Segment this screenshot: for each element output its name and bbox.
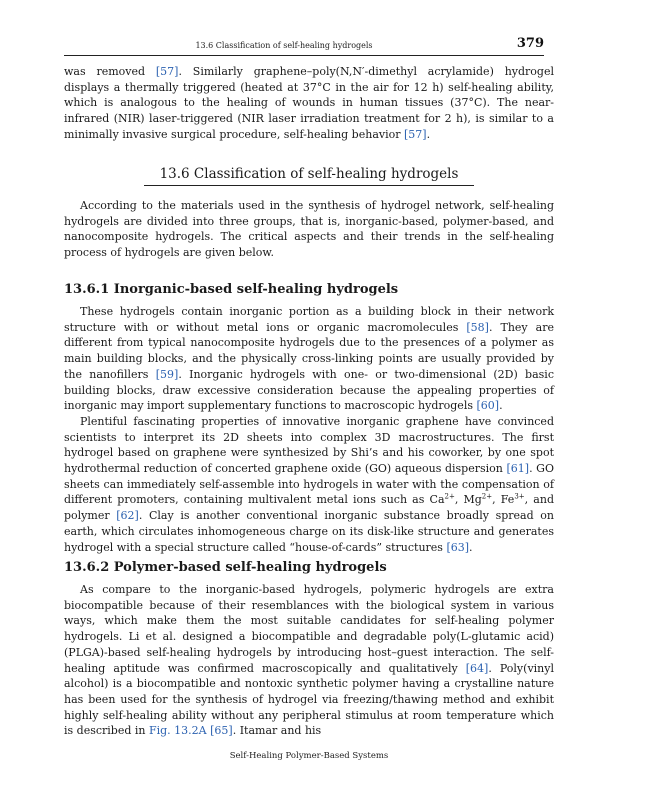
subsection-title-inorganic: 13.6.1 Inorganic-based self-healing hydrogels (64, 282, 399, 297)
citation-link[interactable]: [59] (155, 367, 179, 381)
citation-link[interactable]: [62] (116, 509, 139, 523)
citation-link[interactable]: [61] (506, 462, 530, 476)
inorganic-paragraphs: These hydrogels contain inorganic portion as a building block in their network structure with or without metal ions or organic macromolecules [58]. They are different from typical nanocomposite hydrogels due to the presences of a polymer as main building blocks, and the physically cross-linking points are usually provided by the nanofillers [59]. Inorganic hydrogels with one- or two-dimensional (2D) basic building blocks, draw excessive consideration because the appealing properties of inorganic may import supplementary functions to macroscopic hydrogels [60]. Plentiful fascinating properties of innovative inorganic graphene have convinced scientists to interpret its 2D sheets into complex 3D macrostructures. The first hydrogel based on graphene were synthesized by Shi’s and his coworker, by one spot hydrothermal reduction of concerted graphene oxide (GO) aqueous dispersion [61]. GO sheets can immediately self-assemble into hydrogels in water with the compensation of different promoters, containing multivalent metal ions such as $Ca^{2+}$, $Mg^{2+}$, $Fe^{3+}$, and polymer [62]. Clay is another conventional inorganic substance broadly spread on earth, which circulates inhomogeneous charge on its disk-like structure and generates hydrogel with a special structure called “house-of-cards” structures [63]. (64, 305, 554, 554)
citation-link[interactable]: [58] (466, 320, 489, 334)
citation-link[interactable]: [65] (210, 724, 233, 738)
polymer-paragraph: As compare to the inorganic-based hydrogels, polymeric hydrogels are extra biocompatible because of their resemblances with the biological system in various ways, which make them the most suitable candidates for self-healing polymer hydrogels. Li et al. designed a biocompatible and degradable poly(L-glutamic acid) (PLGA)-based self-healing hydrogels by introducing host–guest interaction. The self-healing aptitude was confirmed macroscopically and qualitatively [64]. Poly(vinyl alcohol) is a biocompatible and nontoxic synthetic polymer having a crystalline nature has been used for the synthesis of hydrogel via freezing/thawing method and exhibit highly self-healing ability without any peripheral stimulus at room temperature which is described in Fig. 13.2A [65]. Itamar and his (64, 583, 554, 738)
running-head (64, 36, 544, 54)
citation-link[interactable]: [60] (476, 399, 500, 413)
citation-link[interactable]: [57] (155, 65, 179, 78)
section-title: 13.6 Classification of self-healing hydrogels (144, 166, 474, 186)
header-rule (64, 55, 544, 56)
section-paragraph: According to the materials used in the synthesis of hydrogel network, self-healing hydrogels are divided into three groups, that is, inorganic-based, polymer-based, and nanocomposite hydrogels. The critical aspects and their trends in the self-healing process of hydrogels are given below. (64, 199, 554, 260)
running-title: 13.6 Classification of self-healing hydrogels (195, 41, 373, 50)
citation-link[interactable]: [63] (446, 540, 470, 554)
citation-link[interactable]: [64] (465, 661, 489, 675)
citation-link[interactable]: [57] (404, 127, 427, 141)
page-number: 379 (516, 36, 544, 51)
intro-paragraph: was removed [57]. Similarly graphene–poly(N,N′-dimethyl acrylamide) hydrogel displays a thermally triggered (heated at 37°C in the air for 12 h) self-healing ability, which is analogous to the healing of wounds in human tissues (37°C). The near-infrared (NIR) laser-triggered (NIR laser irradiation treatment for 2 h), is similar to a minimally invasive surgical procedure, self-healing behavior [57]. (64, 65, 554, 141)
figure-link[interactable]: Fig. 13.2A (148, 724, 207, 738)
footer-book-title: Self-Healing Polymer-Based Systems (229, 751, 389, 761)
subsection-title-polymer: 13.6.2 Polymer-based self-healing hydrogels (64, 560, 387, 575)
